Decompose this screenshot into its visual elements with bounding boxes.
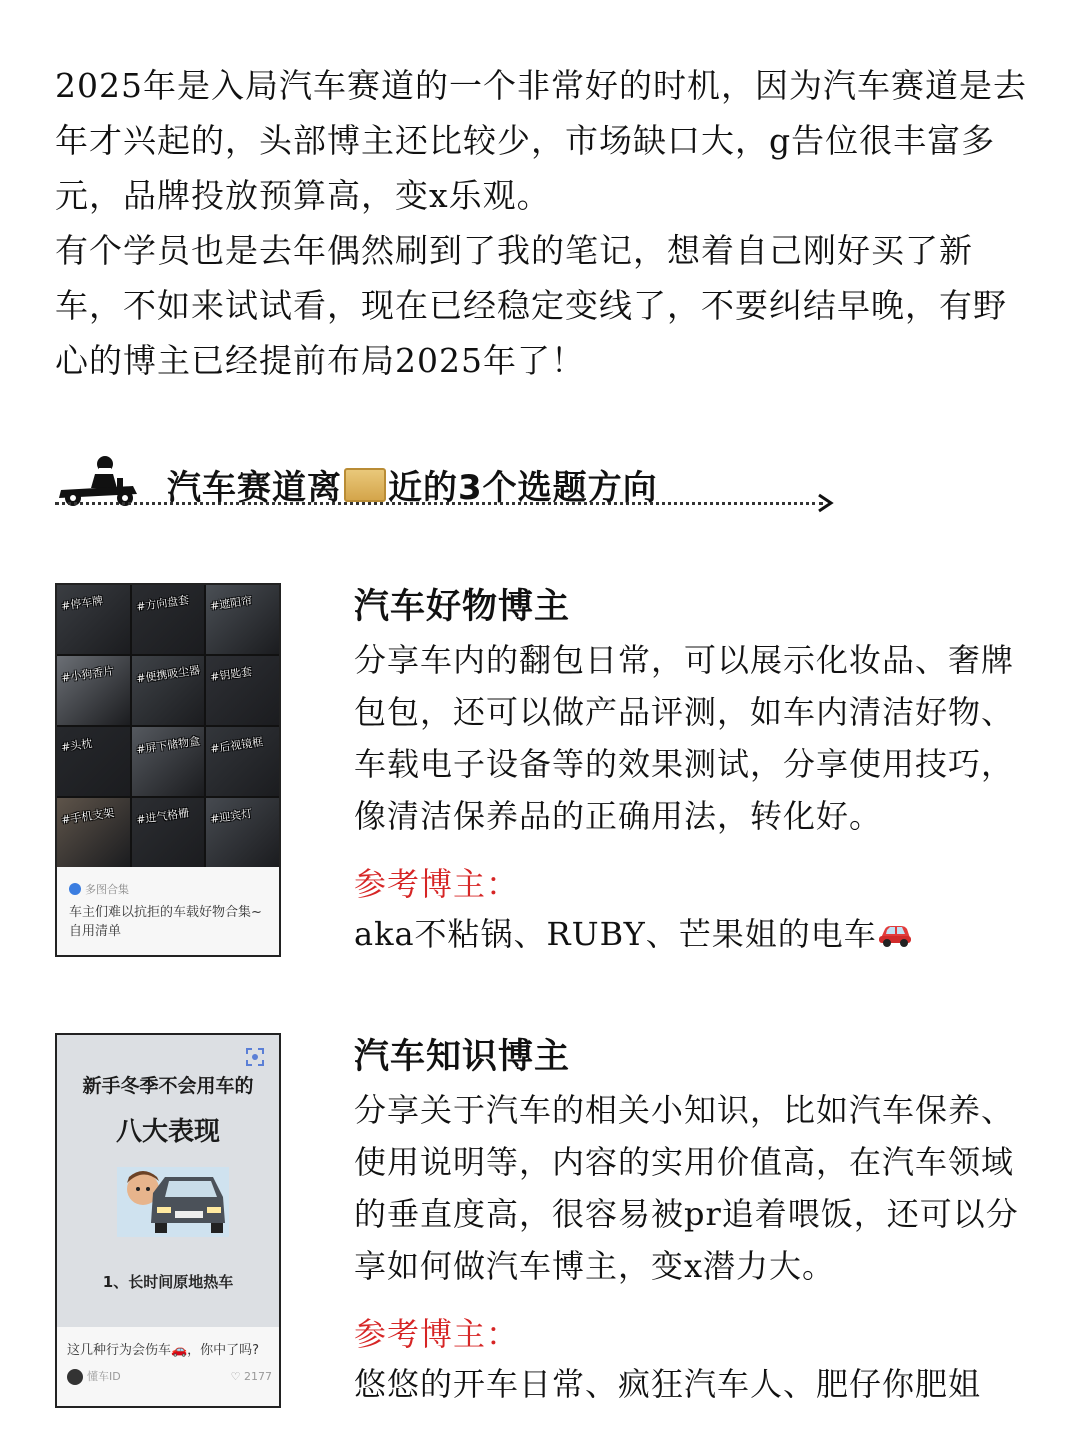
section-title-part-1: 汽车赛道离 — [167, 468, 342, 508]
car-knowledge-thumbnail[interactable] — [55, 1033, 281, 1408]
product-tag: #便携吸尘器 — [135, 663, 201, 686]
product-tag: #手机支架 — [60, 806, 115, 827]
product-photo — [57, 798, 130, 867]
note-footer — [67, 1368, 272, 1385]
product-photo — [206, 585, 279, 654]
product-tag: #屏下储物盒 — [135, 734, 201, 757]
product-photo — [206, 727, 279, 796]
product-tag: #方向盘套 — [135, 593, 190, 614]
note-title: 这几种行为会伤车🚗，你中了吗? — [67, 1343, 260, 1358]
car-goods-thumbnail[interactable] — [55, 583, 281, 957]
product-tag: #后视镜框 — [209, 735, 265, 756]
product-photo — [206, 656, 279, 725]
product-photo — [57, 585, 130, 654]
product-photo — [132, 585, 205, 654]
card-car-knowledge — [354, 1033, 1034, 1410]
intro-text — [55, 58, 1030, 388]
product-photo — [132, 798, 205, 867]
card-body: 分享关于汽车的相关小知识，比如汽车保养、使用说明等，内容的实用价值高，在汽车领域的垂直度高，很容易被pr追着喂饭，还可以分享如何做汽车博主，变x潜力大。 — [354, 1091, 1019, 1285]
product-tag: #头枕 — [60, 736, 94, 755]
author[interactable] — [67, 1368, 121, 1385]
go-kart-icon — [55, 452, 141, 508]
money-icon — [344, 468, 386, 502]
post-kind — [69, 881, 269, 897]
cover-headline-2: 八大表现 — [115, 1117, 220, 1147]
reference-label: 参考博主： — [354, 1315, 520, 1353]
cover-caption: 1、长时间原地热车 — [102, 1273, 234, 1291]
card-title: 汽车好物博主 — [354, 587, 571, 627]
dotted-underline — [55, 502, 823, 505]
thumbnail-cover — [57, 1035, 279, 1327]
product-tag: #停车牌 — [60, 594, 104, 613]
author-name: 懂车ID — [87, 1370, 121, 1383]
like-count[interactable]: ♡ 2177 — [230, 1370, 272, 1383]
product-photo — [57, 656, 130, 725]
scan-icon — [245, 1047, 265, 1067]
thumbnail-meta — [69, 881, 269, 941]
avatar — [67, 1369, 83, 1385]
product-tag: #钥匙套 — [209, 665, 254, 684]
product-tag: #小狗香片 — [60, 664, 115, 685]
arrow-right-icon — [817, 492, 835, 514]
product-photo — [57, 727, 130, 796]
product-photo — [132, 656, 205, 725]
intro-paragraph-2: 有个学员也是去年偶然刷到了我的笔记，想着自己刚好买了新车，不如来试试看，现在已经稳定变线了，不要纠结早晚，有野心的博主已经提前布局2025年了！ — [55, 231, 1007, 380]
product-photo-grid — [57, 585, 279, 867]
thumbnail-caption: 车主们难以抗拒的车载好物合集~自用清单 — [69, 905, 262, 939]
product-tag: #进气格栅 — [135, 806, 190, 827]
post-kind-label: 多图合集 — [85, 883, 129, 896]
reference-bloggers — [354, 908, 1034, 960]
product-tag: #遮阳帘 — [209, 594, 254, 613]
section-title-part-2: 近的3个选题方向 — [388, 468, 658, 508]
reference-names: aka不粘锅、RUBY、芒果姐的电车 — [354, 915, 877, 953]
cover-headline-1: 新手冬季不会用车的 — [82, 1075, 254, 1097]
reference-label: 参考博主： — [354, 865, 520, 903]
card-car-goods — [354, 583, 1034, 960]
red-car-icon — [877, 922, 913, 948]
cartoon-car-illustration — [113, 1157, 233, 1247]
section-heading — [55, 452, 835, 514]
gallery-icon — [69, 883, 81, 895]
card-title: 汽车知识博主 — [354, 1037, 571, 1077]
product-photo — [206, 798, 279, 867]
card-body: 分享车内的翻包日常，可以展示化妆品、奢牌包包，还可以做产品评测，如车内清洁好物、车载电子设备等的效果测试，分享使用技巧，像清洁保养品的正确用法，转化好。 — [354, 641, 1015, 835]
product-photo — [132, 727, 205, 796]
thumbnail-meta — [67, 1341, 272, 1385]
intro-paragraph-1: 2025年是入局汽车赛道的一个非常好的时机，因为汽车赛道是去年才兴起的，头部博主还比较少，市场缺口大，g告位很丰富多元，品牌投放预算高，变x乐观。 — [55, 66, 1027, 215]
product-tag: #迎宾灯 — [209, 807, 254, 826]
reference-bloggers: 悠悠的开车日常、疯狂汽车人、肥仔你肥姐 — [354, 1365, 982, 1403]
